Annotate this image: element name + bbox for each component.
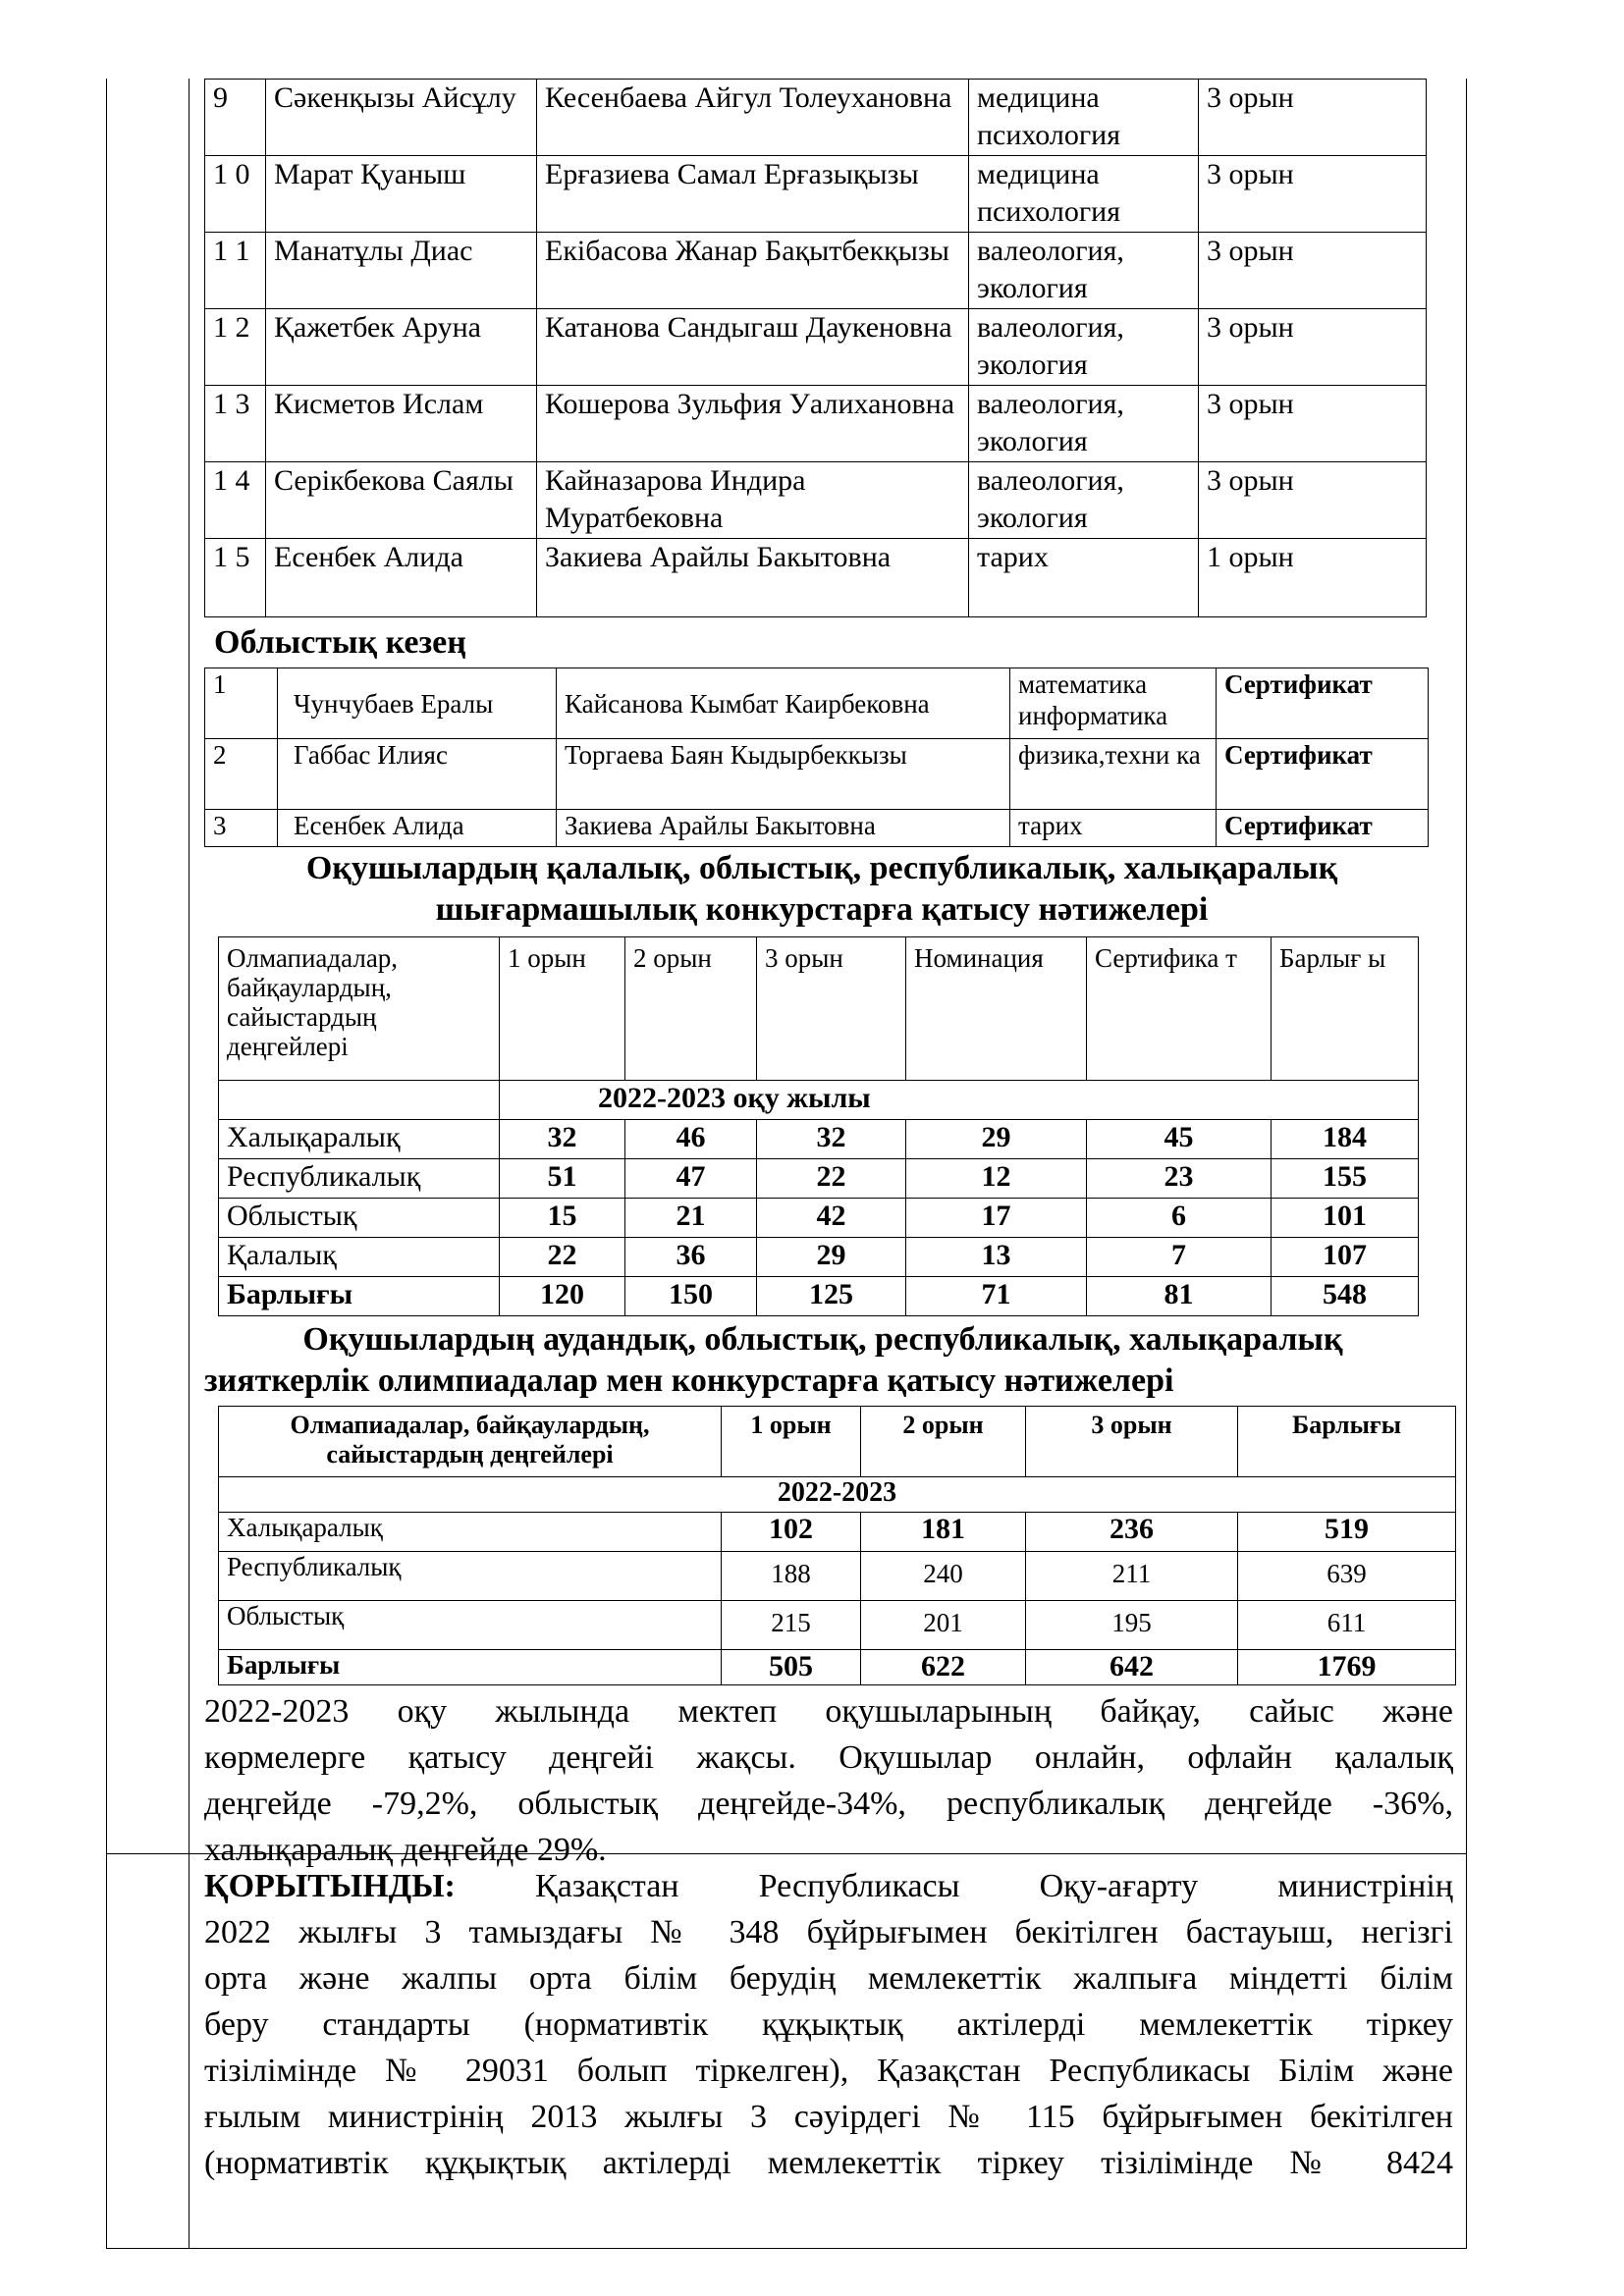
value-cell: 519 [1238,1513,1456,1552]
level-name: Облыстық [219,1199,500,1238]
teacher-name: Кайсанова Кымбат Каирбековна [557,668,1010,739]
result: 3 орын [1199,80,1427,156]
teacher-name: Закиева Арайлы Бакытовна [537,539,969,617]
creative-heading-line2: шығармашылық конкурстарға қатысу нәтижелері [435,891,1209,928]
column-header: Номинация [906,937,1087,1081]
row-number: 3 [205,810,278,847]
conclusion-line: беру стандарты (нормативтік құқықтық актілерді мемлекеттік тіркеу [204,2006,1453,2043]
teacher-name: Кошерова Зульфия Уалихановна [537,386,969,462]
subject: тарих [969,539,1199,617]
teacher-name: Кайназарова Индира Муратбековна [537,462,969,539]
value-cell: 150 [625,1277,757,1316]
value-cell: 45 [1087,1120,1272,1159]
level-name: Халықаралық [219,1120,500,1159]
column-header: Олмапиадалар, байқаулардың, сайыстардың деңгейлері [219,937,500,1081]
subject: физика,техни ка [1010,739,1217,810]
value-cell: 201 [861,1601,1026,1650]
regional-table [204,667,1429,847]
table-row [205,462,1427,539]
level-name: Республикалық [219,1159,500,1199]
teacher-name: Екібасова Жанар Бақытбекқызы [537,233,969,309]
column-header: 3 орын [757,937,906,1081]
creative-results-table [218,936,1419,1316]
row-number: 1 1 [205,233,266,309]
table-row [205,668,1429,739]
table-row [205,810,1429,847]
value-cell: 642 [1026,1650,1238,1685]
level-name: Облыстық [219,1601,722,1650]
creative-heading-line1: Оқушылардың қалалық, облыстық, республикалық, халықаралық [305,850,1338,886]
conclusion-line: тізілімінде № 29031 болып тіркелген), Қазақстан Республикасы Білім және [204,2053,1453,2089]
table-row [205,309,1427,386]
table-row [205,80,1427,156]
subject: тарих [1010,810,1217,847]
column-header: Сертифика т [1087,937,1272,1081]
row-number: 2 [205,739,278,810]
table-row [219,1159,1419,1199]
subject: валеология, экология [969,386,1199,462]
table-row [205,156,1427,233]
result: Сертификат [1217,739,1429,810]
teacher-name: Торгаева Баян Кыдырбеккызы [557,739,1010,810]
value-cell: 505 [722,1650,861,1685]
intellectual-heading-line2: зияткерлік олимпиадалар мен конкурстарға қатысу нәтижелері [204,1362,1174,1399]
academic-year: 2022-2023 оқу жылы [500,1081,1419,1120]
level-name: Қалалық [219,1238,500,1277]
conclusion-paragraph [204,1863,1453,2186]
value-cell: 46 [625,1120,757,1159]
result: 3 орын [1199,156,1427,233]
value-cell: 101 [1272,1199,1419,1238]
year-row [219,1081,1419,1120]
student-name: Манатұлы Диас [266,233,537,309]
value-cell: 211 [1026,1552,1238,1601]
table-row [219,1120,1419,1159]
student-name: Қажетбек Аруна [266,309,537,386]
value-cell: 195 [1026,1601,1238,1650]
column-header: Олмапиадалар, байқаулардың, сайыстардың деңгейлері [219,1407,722,1477]
value-cell: 22 [500,1238,625,1277]
result: 1 орын [1199,539,1427,617]
student-name: Кисметов Ислам [266,386,537,462]
row-number: 1 3 [205,386,266,462]
value-cell: 120 [500,1277,625,1316]
value-cell: 611 [1238,1601,1456,1650]
year-row [219,1477,1456,1513]
intellectual-results-table [218,1406,1456,1685]
result: 3 орын [1199,233,1427,309]
conclusion-line: (нормативтік құқықтық актілерді мемлекеттік тіркеу тізілімінде № 8424 [204,2145,1453,2181]
result: 3 орын [1199,462,1427,539]
value-cell: 639 [1238,1552,1456,1601]
summary-paragraph [204,1688,1453,1873]
value-cell: 32 [757,1120,906,1159]
result: Сертификат [1217,810,1429,847]
value-cell: 125 [757,1277,906,1316]
result: Сертификат [1217,668,1429,739]
value-cell: 22 [757,1159,906,1199]
table-row [219,1513,1456,1552]
conclusion-line: ғылым министрінің 2013 жылғы 3 сәуірдегі № 115 бұйрығымен бекітілген [204,2099,1453,2135]
column-header: 1 орын [500,937,625,1081]
header-row [219,937,1419,1081]
value-cell: 71 [906,1277,1087,1316]
value-cell: 23 [1087,1159,1272,1199]
value-cell: 17 [906,1199,1087,1238]
value-cell: 42 [757,1199,906,1238]
value-cell: 29 [757,1238,906,1277]
value-cell: 6 [1087,1199,1272,1238]
conclusion-label: ҚОРЫТЫНДЫ: [204,1868,456,1904]
student-name: Габбас Илияс [278,739,557,810]
student-name: Есенбек Алида [266,539,537,617]
table-row [219,1238,1419,1277]
value-cell: 1769 [1238,1650,1456,1685]
subject: медицина психология [969,80,1199,156]
value-cell: 548 [1272,1277,1419,1316]
value-cell: 181 [861,1513,1026,1552]
value-cell: 15 [500,1199,625,1238]
student-name: Есенбек Алида [278,810,557,847]
column-header: 2 орын [861,1407,1026,1477]
result: 3 орын [1199,309,1427,386]
academic-year: 2022-2023 [219,1477,1456,1513]
level-name: Барлығы [219,1277,500,1316]
subject: математика информатика [1010,668,1217,739]
value-cell: 21 [625,1199,757,1238]
level-name: Барлығы [219,1650,722,1685]
student-name: Марат Қуаныш [266,156,537,233]
value-cell: 107 [1272,1238,1419,1277]
subject: валеология, экология [969,233,1199,309]
value-cell: 184 [1272,1120,1419,1159]
summary-line: халықаралық деңгейде 29%. [204,1832,607,1868]
value-cell: 12 [906,1159,1087,1199]
table-row [205,739,1429,810]
column-header: 1 орын [722,1407,861,1477]
subject: валеология, экология [969,309,1199,386]
value-cell: 29 [906,1120,1087,1159]
column-header: 2 орын [625,937,757,1081]
value-cell: 240 [861,1552,1026,1601]
conclusion-first-line [204,1863,1453,1909]
student-name: Серікбекова Саялы [266,462,537,539]
value-cell: 7 [1087,1238,1272,1277]
row-number: 1 0 [205,156,266,233]
table-row [205,233,1427,309]
value-cell: 236 [1026,1513,1238,1552]
row-number: 1 [205,668,278,739]
table-row [219,1552,1456,1601]
table-row [205,539,1427,617]
value-cell: 81 [1087,1277,1272,1316]
conclusion-first-line-text: Қазақстан Республикасы Оқу-ағарту министрінің [535,1868,1453,1904]
value-cell: 622 [861,1650,1026,1685]
student-name: Чунчубаев Ералы [278,668,557,739]
level-name: Халықаралық [219,1513,722,1552]
student-name: Сәкенқызы Айсұлу [266,80,537,156]
value-cell: 188 [722,1552,861,1601]
teacher-name: Ерғазиева Самал Ерғазықызы [537,156,969,233]
summary-line: көрмелерге қатысу деңгейі жақсы. Оқушылар онлайн, офлайн қалалық [204,1739,1453,1776]
value-cell: 32 [500,1120,625,1159]
table-row [219,1199,1419,1238]
value-cell: 13 [906,1238,1087,1277]
intellectual-heading-line1: Оқушылардың аудандық, облыстық, республикалық, халықаралық [302,1321,1343,1358]
table-row [219,1650,1456,1685]
row-number: 9 [205,80,266,156]
header-row [219,1407,1456,1477]
summary-line: деңгейде -79,2%, облыстық деңгейде-34%, республикалық деңгейде -36%, [204,1786,1453,1822]
value-cell: 155 [1272,1159,1419,1199]
level-name: Республикалық [219,1552,722,1601]
value-cell: 102 [722,1513,861,1552]
conclusion-line: орта және жалпы орта білім берудің мемлекеттік жалпыға міндетті білім [204,1960,1453,1997]
column-header: 3 орын [1026,1407,1238,1477]
result: 3 орын [1199,386,1427,462]
value-cell: 47 [625,1159,757,1199]
teacher-name: Кесенбаева Айгул Толеухановна [537,80,969,156]
conclusion-line: 2022 жылғы 3 тамыздағы № 348 бұйрығымен бекітілген бастауыш, негізгі [204,1914,1453,1950]
summary-line: 2022-2023 оқу жылында мектеп оқушыларының байқау, сайыс және [204,1693,1453,1730]
row-number: 1 2 [205,309,266,386]
table-row [205,386,1427,462]
column-header: Барлығы [1238,1407,1456,1477]
column-header: Барлығ ы [1272,937,1419,1081]
value-cell: 215 [722,1601,861,1650]
teacher-name: Закиева Арайлы Бакытовна [557,810,1010,847]
teacher-name: Катанова Сандыгаш Даукеновна [537,309,969,386]
table-row [219,1601,1456,1650]
row-number: 1 5 [205,539,266,617]
subject: валеология, экология [969,462,1199,539]
subject: медицина психология [969,156,1199,233]
table-row [219,1277,1419,1316]
year-spacer [219,1081,500,1120]
row-number: 1 4 [205,462,266,539]
participants-table [204,79,1427,617]
value-cell: 51 [500,1159,625,1199]
value-cell: 36 [625,1238,757,1277]
regional-heading: Облыстық кезең [214,624,466,661]
